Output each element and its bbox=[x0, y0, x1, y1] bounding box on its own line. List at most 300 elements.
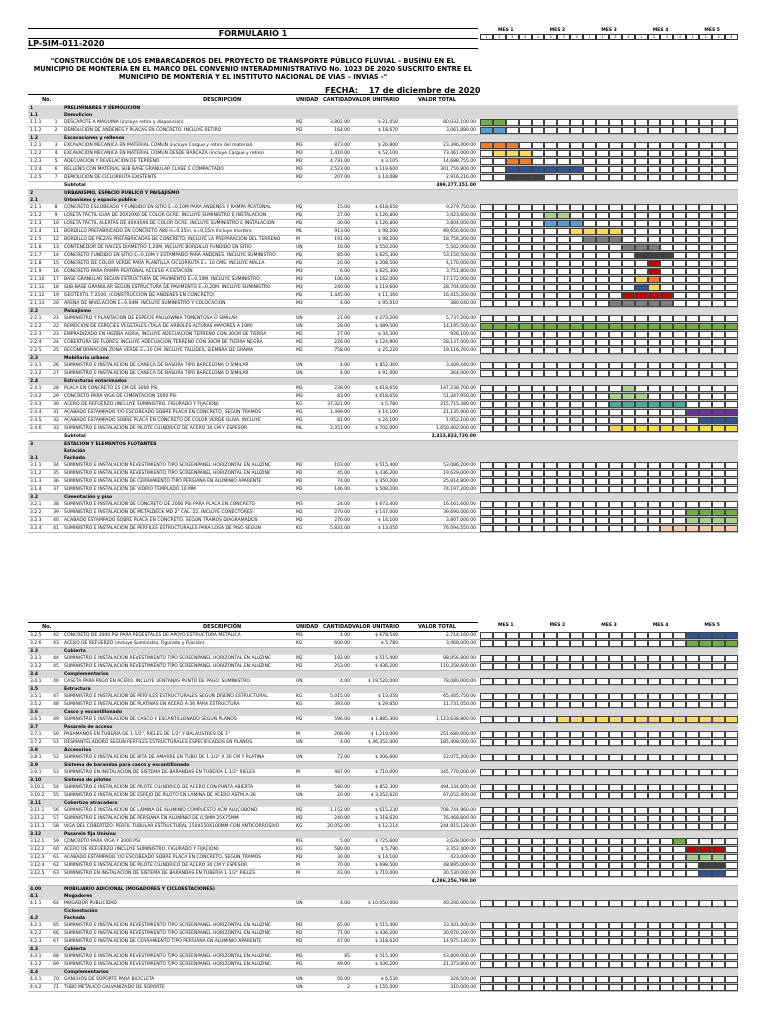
gantt-cell bbox=[660, 640, 673, 647]
gantt-cell bbox=[622, 731, 635, 738]
gantt-cell bbox=[609, 244, 622, 251]
gantt-cell bbox=[686, 370, 699, 377]
cell-vu: $ 126,800 bbox=[375, 213, 398, 218]
cell-vt: 21,373,800.00 bbox=[443, 962, 476, 967]
gantt-cell bbox=[557, 632, 570, 639]
gantt-cell bbox=[544, 331, 557, 338]
table-row bbox=[28, 731, 738, 739]
cell-desc: CONCRETO PARA VIGA DE CIMENTACIÓN 3000 PSI bbox=[64, 394, 177, 399]
cell-no: 4.1.1 bbox=[30, 901, 42, 906]
cell-no: 2.1.4 bbox=[30, 229, 42, 234]
gantt-cell bbox=[622, 260, 635, 267]
cell-vu: $ 13,050 bbox=[377, 526, 398, 531]
cell-q: 3,802.00 bbox=[329, 120, 350, 125]
gantt-cell bbox=[648, 276, 661, 283]
cell-no: 2 bbox=[30, 191, 34, 196]
gantt-cell bbox=[660, 292, 673, 299]
gantt-cell bbox=[570, 174, 583, 181]
gantt-cell bbox=[493, 166, 506, 173]
gantt-cell bbox=[660, 236, 673, 243]
table-row bbox=[28, 433, 738, 441]
gantt-cell bbox=[725, 292, 738, 299]
gantt-cell bbox=[673, 807, 686, 814]
gantt-cell bbox=[686, 284, 699, 291]
gantt-cell bbox=[596, 401, 609, 408]
gantt-cell bbox=[570, 517, 583, 524]
gantt-cell bbox=[596, 260, 609, 267]
gantt-cell bbox=[544, 640, 557, 647]
gantt-cell bbox=[660, 938, 673, 945]
gantt-cell bbox=[712, 807, 725, 814]
cell-n: 53 bbox=[53, 770, 59, 775]
cell-u: UN bbox=[296, 755, 303, 760]
gantt-cell bbox=[622, 150, 635, 157]
gantt-cell bbox=[686, 922, 699, 929]
cell-vt: 89,656,600.00 bbox=[443, 229, 476, 234]
gantt-cell bbox=[686, 663, 699, 670]
gantt-cell bbox=[648, 417, 661, 424]
gantt-cell bbox=[506, 754, 519, 761]
cell-vt: 43,809,000.00 bbox=[443, 954, 476, 959]
gantt-cell bbox=[699, 150, 712, 157]
week-cell: 4 bbox=[673, 34, 686, 40]
gantt-cell bbox=[673, 501, 686, 508]
table-row bbox=[28, 260, 738, 268]
gantt-cell bbox=[635, 501, 648, 508]
gantt-cell bbox=[493, 174, 506, 181]
cell-no: 4.2 bbox=[30, 916, 38, 921]
gantt-cell bbox=[557, 900, 570, 907]
gantt-cell bbox=[532, 212, 545, 219]
week-row bbox=[480, 34, 738, 40]
cell-vu: $ 1,210,000 bbox=[370, 732, 398, 737]
gantt-cell bbox=[570, 339, 583, 346]
gantt-cell bbox=[712, 462, 725, 469]
gantt-cell bbox=[557, 846, 570, 853]
gantt-cell bbox=[635, 739, 648, 746]
gantt-cell bbox=[686, 127, 699, 134]
table-row bbox=[28, 300, 738, 308]
gantt-cell bbox=[725, 425, 738, 432]
gantt-cell bbox=[622, 276, 635, 283]
cell-vu: $ 618,650 bbox=[375, 386, 398, 391]
gantt-cell bbox=[622, 807, 635, 814]
cell-vt: 4,170,000.00 bbox=[445, 261, 476, 266]
cell-vu: $ 13,050 bbox=[377, 694, 398, 699]
cell-desc: SUMINISTRO E INSTALACIÓN REVESTIMIENTO TIPO SCREENPANEL HORIZONTAL EN ALUZINC bbox=[64, 931, 271, 936]
cell-vu: $ 98,200 bbox=[377, 237, 398, 242]
gantt-cell bbox=[596, 784, 609, 791]
gantt-cell bbox=[712, 509, 725, 516]
gantt-cell bbox=[686, 276, 699, 283]
gantt-cell bbox=[506, 678, 519, 685]
cell-u: M2 bbox=[296, 120, 303, 125]
table-row bbox=[28, 158, 738, 166]
gantt-cell bbox=[532, 331, 545, 338]
gantt-cell bbox=[532, 417, 545, 424]
gantt-cell bbox=[712, 823, 725, 830]
gantt-cell bbox=[493, 716, 506, 723]
cell-n: 19 bbox=[53, 293, 59, 298]
cell-vu: $ 126,800 bbox=[375, 221, 398, 226]
cell-desc: PRELIMINARES Y DEMOLICION bbox=[64, 106, 141, 111]
gantt-cell bbox=[648, 228, 661, 235]
gantt-cell bbox=[673, 716, 686, 723]
gantt-cell bbox=[532, 268, 545, 275]
gantt-cell bbox=[557, 769, 570, 776]
cell-vt: 53,150,500.00 bbox=[443, 253, 476, 258]
gantt-cell bbox=[583, 127, 596, 134]
gantt-cell bbox=[544, 846, 557, 853]
gantt-cell bbox=[596, 693, 609, 700]
col-valor-total: VALOR TOTAL bbox=[418, 97, 456, 103]
gantt-cell bbox=[686, 323, 699, 330]
week-cell: 1 bbox=[583, 34, 596, 40]
table-row bbox=[28, 961, 738, 969]
gantt-cell bbox=[480, 976, 493, 983]
gantt-cell bbox=[635, 220, 648, 227]
cell-no: 3.12.1 bbox=[30, 839, 45, 844]
gantt-cell bbox=[557, 236, 570, 243]
gantt-cell bbox=[609, 961, 622, 968]
gantt-cell bbox=[544, 655, 557, 662]
gantt-cell bbox=[725, 815, 738, 822]
gantt-cell bbox=[519, 292, 532, 299]
cell-u: M2 bbox=[296, 939, 303, 944]
gantt-cell bbox=[583, 228, 596, 235]
cell-n: 23 bbox=[53, 332, 59, 337]
cell-u: ML bbox=[296, 426, 303, 431]
cell-vu: $ 436,200 bbox=[375, 471, 398, 476]
cell-no: 3.5.2 bbox=[30, 702, 42, 707]
gantt-cell bbox=[596, 339, 609, 346]
table-row bbox=[28, 693, 738, 701]
table-row bbox=[28, 509, 738, 517]
cell-u: M2 bbox=[296, 954, 303, 959]
cell-no: 3.2.5 bbox=[30, 633, 42, 638]
gantt-cell bbox=[622, 846, 635, 853]
gantt-row bbox=[480, 236, 738, 243]
cell-n: 66 bbox=[53, 931, 59, 936]
gantt-cell bbox=[609, 284, 622, 291]
cell-q: 2,523.00 bbox=[329, 167, 350, 172]
gantt-cell bbox=[506, 938, 519, 945]
gantt-cell bbox=[673, 212, 686, 219]
cell-n: 45 bbox=[53, 664, 59, 669]
gantt-cell bbox=[660, 870, 673, 877]
cell-desc: EXCAVACION MECANICA EN MATERIAL COMUN (incluye Cargue y retiro del material) bbox=[64, 143, 253, 148]
gantt-cell bbox=[725, 284, 738, 291]
gantt-cell bbox=[519, 517, 532, 524]
gantt-cell bbox=[673, 693, 686, 700]
gantt-cell bbox=[673, 678, 686, 685]
gantt-cell bbox=[699, 807, 712, 814]
gantt-cell bbox=[648, 166, 661, 173]
gantt-cell bbox=[583, 339, 596, 346]
gantt-cell bbox=[519, 632, 532, 639]
gantt-cell bbox=[660, 509, 673, 516]
gantt-cell bbox=[532, 854, 545, 861]
gantt-cell bbox=[583, 854, 596, 861]
gantt-cell bbox=[583, 425, 596, 432]
cell-vt: 326,500.00 bbox=[450, 977, 476, 982]
gantt-cell bbox=[648, 212, 661, 219]
gantt-cell bbox=[506, 716, 519, 723]
month-label: MES 5 bbox=[704, 28, 720, 33]
cell-no: 3.10.1 bbox=[30, 785, 45, 790]
gantt-cell bbox=[609, 425, 622, 432]
gantt-cell bbox=[673, 166, 686, 173]
cell-n: 2 bbox=[54, 128, 58, 133]
gantt-cell bbox=[699, 754, 712, 761]
gantt-cell bbox=[519, 815, 532, 822]
gantt-cell bbox=[712, 127, 725, 134]
cell-no: 3.12.4 bbox=[30, 863, 45, 868]
cell-desc: SUMINISTRO E INSTALACIÓN REVESTIMIENTO TIPO SCREENPANEL HORIZONTAL EN ALUZINC bbox=[64, 923, 271, 928]
gantt-cell bbox=[570, 127, 583, 134]
gantt-cell bbox=[544, 393, 557, 400]
cell-desc: VIGA DEL COBERTIZO: PERFIL TUBULAR ESTRUCTURAL 150X150X100MM CON ANTICORROSIVO bbox=[64, 824, 280, 829]
cell-u: M2 bbox=[296, 293, 303, 298]
gantt-cell bbox=[557, 370, 570, 377]
cell-vu: $ 318,620 bbox=[375, 816, 398, 821]
cell-n: 27 bbox=[53, 371, 59, 376]
gantt-cell bbox=[673, 953, 686, 960]
gantt-cell bbox=[712, 838, 725, 845]
gantt-cell bbox=[480, 204, 493, 211]
gantt-cell bbox=[570, 331, 583, 338]
gantt-cell bbox=[725, 323, 738, 330]
gantt-cell bbox=[583, 268, 596, 275]
gantt-cell bbox=[660, 260, 673, 267]
gantt-cell bbox=[648, 922, 661, 929]
gantt-cell bbox=[596, 385, 609, 392]
gantt-cell bbox=[596, 142, 609, 149]
gantt-cell bbox=[648, 509, 661, 516]
gantt-cell bbox=[699, 362, 712, 369]
gantt-cell bbox=[712, 478, 725, 485]
gantt-cell bbox=[544, 731, 557, 738]
gantt-cell bbox=[506, 930, 519, 937]
cell-desc: SUMINISTRO E INSTALACIÓN DE ESPEJO DE PILOTO EN LÁMINA DE ACERO ASTM A-36 bbox=[64, 793, 256, 798]
cell-n: 59 bbox=[53, 839, 59, 844]
gantt-cell bbox=[596, 393, 609, 400]
gantt-cell bbox=[596, 323, 609, 330]
cell-no: 3.8.1 bbox=[30, 755, 42, 760]
gantt-cell bbox=[712, 425, 725, 432]
gantt-cell bbox=[480, 284, 493, 291]
gantt-row bbox=[480, 142, 738, 149]
gantt-cell bbox=[648, 331, 661, 338]
gantt-cell bbox=[648, 470, 661, 477]
gantt-cell bbox=[712, 142, 725, 149]
gantt-cell bbox=[532, 961, 545, 968]
gantt-cell bbox=[622, 370, 635, 377]
gantt-cell bbox=[712, 150, 725, 157]
gantt-cell bbox=[725, 276, 738, 283]
gantt-cell bbox=[583, 678, 596, 685]
cell-desc: Pasarela de acceso bbox=[64, 725, 113, 730]
gantt-cell bbox=[673, 838, 686, 845]
gantt-cell bbox=[686, 220, 699, 227]
cell-q: 4.00 bbox=[339, 301, 350, 306]
gantt-cell bbox=[480, 462, 493, 469]
cell-desc: RELLENO CON MATERIAL SUB BASE GRANULAR CLASE C COMPACTADO bbox=[64, 167, 224, 172]
gantt-cell bbox=[609, 260, 622, 267]
gantt-cell bbox=[557, 784, 570, 791]
gantt-cell bbox=[725, 401, 738, 408]
gantt-cell bbox=[532, 401, 545, 408]
cell-q: 65.00 bbox=[337, 923, 350, 928]
cell-n: 21 bbox=[53, 316, 59, 321]
week-cell: 1 bbox=[635, 34, 648, 40]
cell-no: 3.4.1 bbox=[30, 679, 42, 684]
cell-vt: 423,000.00 bbox=[450, 855, 476, 860]
cell-q: 913.00 bbox=[334, 229, 350, 234]
cell-desc: LOSETA TACTIL GUIA DE 20X20X6 DE COLOR OCRE. INCLUYE SUMINISTRO E INSTALACION bbox=[64, 213, 267, 218]
gantt-cell bbox=[648, 678, 661, 685]
gantt-cell bbox=[609, 984, 622, 991]
gantt-row bbox=[480, 370, 738, 377]
gantt-row bbox=[480, 470, 738, 477]
gantt-cell bbox=[596, 174, 609, 181]
gantt-cell bbox=[635, 838, 648, 845]
gantt-cell bbox=[493, 739, 506, 746]
gantt-cell bbox=[583, 401, 596, 408]
gantt-cell bbox=[648, 260, 661, 267]
cell-vt: 3,807,000.00 bbox=[445, 518, 476, 523]
gantt-cell bbox=[519, 166, 532, 173]
gantt-cell bbox=[480, 655, 493, 662]
gantt-cell bbox=[635, 862, 648, 869]
gantt-cell bbox=[648, 807, 661, 814]
cell-vu: $ 5,780 bbox=[380, 402, 398, 407]
gantt-cell bbox=[480, 930, 493, 937]
gantt-cell bbox=[519, 701, 532, 708]
cell-n: 10 bbox=[53, 221, 59, 226]
gantt-cell bbox=[519, 401, 532, 408]
gantt-cell bbox=[673, 204, 686, 211]
gantt-cell bbox=[609, 127, 622, 134]
gantt-cell bbox=[570, 220, 583, 227]
cell-no: 3.3.2 bbox=[30, 664, 42, 669]
gantt-cell bbox=[544, 754, 557, 761]
cell-n: 68 bbox=[53, 954, 59, 959]
gantt-cell bbox=[609, 174, 622, 181]
gantt-cell bbox=[596, 870, 609, 877]
gantt-cell bbox=[544, 244, 557, 251]
cell-desc: Urbanismo y espacio público bbox=[64, 198, 137, 203]
gantt-cell bbox=[622, 486, 635, 493]
gantt-cell bbox=[506, 220, 519, 227]
cell-u: M bbox=[296, 871, 300, 876]
gantt-cell bbox=[532, 823, 545, 830]
gantt-cell bbox=[609, 846, 622, 853]
gantt-cell bbox=[583, 478, 596, 485]
cell-vu: $ 21,050 bbox=[377, 120, 398, 125]
gantt-cell bbox=[712, 174, 725, 181]
cell-q: 71.00 bbox=[337, 931, 350, 936]
gantt-cell bbox=[686, 984, 699, 991]
table-row bbox=[28, 308, 738, 315]
cell-vu: $ 852,300 bbox=[375, 785, 398, 790]
gantt-cell bbox=[635, 486, 648, 493]
gantt-cell bbox=[570, 362, 583, 369]
cell-vu: $ 852,360 bbox=[375, 363, 398, 368]
col-cantidad: CANTIDAD bbox=[323, 97, 353, 103]
gantt-cell bbox=[532, 640, 545, 647]
gantt-cell bbox=[480, 268, 493, 275]
gantt-cell bbox=[544, 838, 557, 845]
cell-vt: 28,137,000.00 bbox=[443, 340, 476, 345]
gantt-cell bbox=[609, 862, 622, 869]
gantt-cell bbox=[699, 854, 712, 861]
date-label: FECHA: bbox=[325, 86, 359, 95]
table-row bbox=[28, 292, 738, 300]
gantt-cell bbox=[635, 769, 648, 776]
form-header bbox=[28, 28, 478, 81]
gantt-cell bbox=[557, 331, 570, 338]
gantt-cell bbox=[480, 119, 493, 126]
gantt-cell bbox=[506, 166, 519, 173]
gantt-cell bbox=[544, 792, 557, 799]
week-cell: 4 bbox=[622, 34, 635, 40]
gantt-cell bbox=[506, 228, 519, 235]
gantt-cell bbox=[622, 838, 635, 845]
cell-desc: CASETA PARA PAGO EN ACERO. INCLUYE VENTANAS PUNTO DE PAGO. SUMINISTRO bbox=[64, 679, 250, 684]
gantt-cell bbox=[583, 486, 596, 493]
gantt-cell bbox=[596, 268, 609, 275]
cell-u: M2 bbox=[296, 487, 303, 492]
gantt-cell bbox=[557, 409, 570, 416]
gantt-row bbox=[480, 953, 738, 960]
cell-desc: SUMINISTRO Y PLANTACION DE ESPECIE PAULOWNIA TOMENTOSA O SIMILAR bbox=[64, 316, 238, 321]
gantt-cell bbox=[699, 417, 712, 424]
gantt-cell bbox=[596, 315, 609, 322]
cell-u: M3 bbox=[296, 151, 303, 156]
gantt-cell bbox=[622, 470, 635, 477]
cell-vt: 74,197,200.00 bbox=[443, 487, 476, 492]
gantt-cell bbox=[519, 769, 532, 776]
gantt-cell bbox=[609, 228, 622, 235]
gantt-cell bbox=[493, 900, 506, 907]
cell-n: 7 bbox=[54, 175, 58, 180]
gantt-cell bbox=[596, 938, 609, 945]
cell-desc: GANCHOS DE SOPORTE PARA BICICLETA bbox=[64, 977, 155, 982]
gantt-cell bbox=[557, 984, 570, 991]
cell-q: 5,831.00 bbox=[329, 526, 350, 531]
gantt-cell bbox=[583, 984, 596, 991]
cell-desc: DEMOLICIÓN DE ANDENES Y PLACAS EN CONCRETO. INCLUYE RETIRO bbox=[64, 128, 222, 133]
cell-vu: $ 1,885,300 bbox=[370, 717, 398, 722]
cell-n: 25 bbox=[53, 348, 59, 353]
gantt-cell bbox=[686, 166, 699, 173]
cell-n: 1 bbox=[54, 120, 58, 125]
gantt-cell bbox=[660, 409, 673, 416]
gantt-row bbox=[480, 362, 738, 369]
gantt-cell bbox=[660, 838, 673, 845]
cell-no: 4.4.1 bbox=[30, 977, 42, 982]
gantt-cell bbox=[506, 339, 519, 346]
cell-u: M2 bbox=[296, 340, 303, 345]
col-desc: DESCRIPCIÓN bbox=[203, 97, 242, 103]
gantt-cell bbox=[544, 976, 557, 983]
gantt-row bbox=[480, 462, 738, 469]
gantt-cell bbox=[673, 268, 686, 275]
gantt-cell bbox=[660, 701, 673, 708]
cell-no: 2.1 bbox=[30, 198, 38, 203]
gantt-cell bbox=[519, 417, 532, 424]
